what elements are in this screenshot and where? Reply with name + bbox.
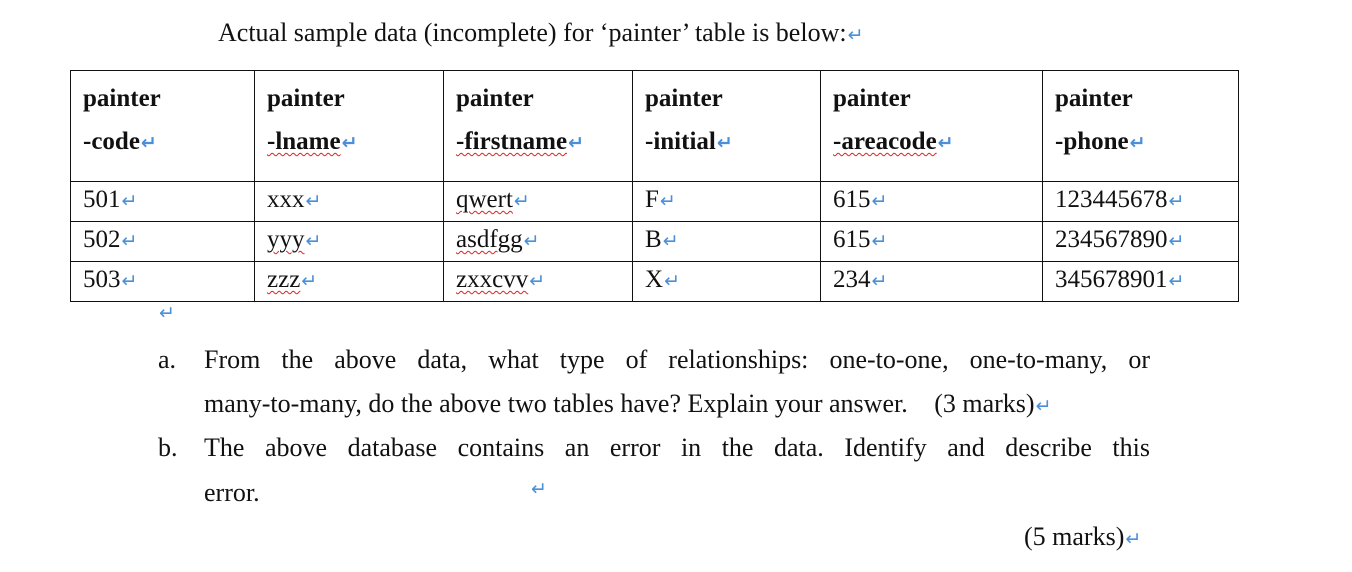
header-painter-phone: painter -phone↵ <box>1043 71 1239 182</box>
paragraph-return-icon: ↵ <box>847 24 864 46</box>
table-header-row <box>71 71 1239 182</box>
header-painter-initial: painter -initial↵ <box>633 71 821 182</box>
empty-paragraph <box>158 302 175 324</box>
cell-firstname: asdfgg↵ <box>444 222 633 262</box>
return-icon: ↵ <box>140 132 157 154</box>
painter-table <box>70 70 1239 302</box>
cell-initial: F↵ <box>633 182 821 222</box>
return-icon: ↵ <box>568 132 584 154</box>
cell-lname: xxx↵ <box>255 182 444 222</box>
cell-initial: X↵ <box>633 262 821 302</box>
return-icon: ↵ <box>1125 528 1142 550</box>
question-b-marks: (5 marks) <box>1024 522 1125 551</box>
question-b-letter: b. <box>158 433 178 462</box>
cell-phone: 234567890↵ <box>1043 222 1239 262</box>
cell-areacode: 234↵ <box>821 262 1043 302</box>
question-b-text-2: error. <box>204 478 260 507</box>
question-b-marks-line <box>1024 522 1141 552</box>
header-painter-areacode: painter -areacode↵ <box>821 71 1043 182</box>
question-a-line-1 <box>158 345 1150 375</box>
return-icon: ↵ <box>1129 132 1146 154</box>
paragraph-return-icon: ↵ <box>159 302 175 324</box>
header-painter-lname: painter -lname↵ <box>255 71 444 182</box>
return-icon: ↵ <box>531 478 547 500</box>
question-b-text-1: The above database contains an error in the data. Identify and describe this <box>204 433 1150 462</box>
cell-code: 501↵ <box>71 182 255 222</box>
table-row <box>71 182 1239 222</box>
stray-return <box>530 478 547 500</box>
table-row <box>71 262 1239 302</box>
question-a-marks: (3 marks) <box>934 389 1035 418</box>
cell-initial: B↵ <box>633 222 821 262</box>
intro-label: Actual sample data (incomplete) for ‘painter’ table is below: <box>218 18 847 47</box>
question-a-text-2: many-to-many, do the above two tables have? Explain your answer. <box>204 389 908 418</box>
cell-code: 503↵ <box>71 262 255 302</box>
return-icon: ↵ <box>341 132 358 154</box>
table-row <box>71 222 1239 262</box>
question-a-line-2 <box>204 389 1052 419</box>
cell-firstname: zxxcvv↵ <box>444 262 633 302</box>
return-icon: ↵ <box>937 132 954 154</box>
cell-firstname: qwert↵ <box>444 182 633 222</box>
question-a-letter: a. <box>158 345 177 374</box>
cell-code: 502↵ <box>71 222 255 262</box>
header-painter-firstname: painter -firstname↵ <box>444 71 633 182</box>
question-a-text-1: From the above data, what type of relationships: one-to-one, one-to-many, or <box>204 345 1150 374</box>
cell-phone: 123445678↵ <box>1043 182 1239 222</box>
return-icon: ↵ <box>1035 395 1052 417</box>
question-b-line-2 <box>204 478 260 508</box>
cell-areacode: 615↵ <box>821 182 1043 222</box>
return-icon: ↵ <box>716 132 733 154</box>
question-b-line-1 <box>158 433 1150 463</box>
header-painter-code: painter -code↵ <box>71 71 255 182</box>
intro-text <box>218 18 864 48</box>
cell-lname: yyy↵ <box>255 222 444 262</box>
cell-lname: zzz↵ <box>255 262 444 302</box>
cell-phone: 345678901↵ <box>1043 262 1239 302</box>
cell-areacode: 615↵ <box>821 222 1043 262</box>
